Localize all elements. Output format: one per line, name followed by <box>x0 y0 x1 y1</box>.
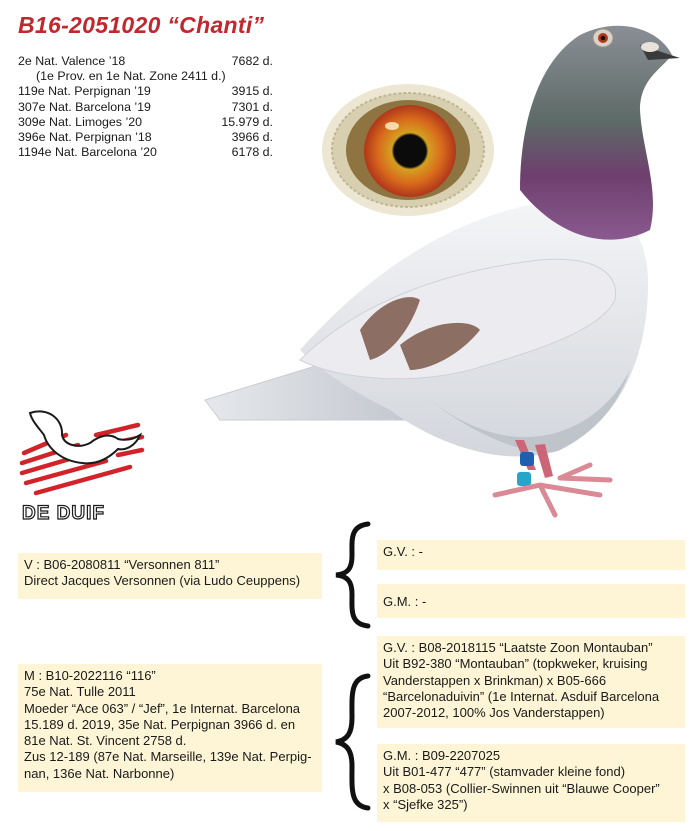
mother-gm-line-3: x B08-053 (Collier-Swinnen uit “Blauwe Cooper” <box>383 780 660 796</box>
mother-gm-line-4: x “Sjefke 325”) <box>383 796 468 812</box>
mother-gv-line-1: G.V. : B08-2018115 “Laatste Zoon Montauban” <box>383 640 653 655</box>
mother-gv-line-2: Uit B92-380 “Montauban” (topkweker, kruising <box>383 656 648 672</box>
father-line-2: Direct Jacques Versonnen (via Ludo Ceuppens) <box>24 573 301 589</box>
mother-line-3: Moeder “Ace 063” / “Jef”, 1e Internat. Barcelona <box>24 700 301 716</box>
eye-closeup <box>318 80 498 220</box>
result-count: 7301 d. <box>231 99 273 114</box>
mother-line-2: 75e Nat. Tulle 2011 <box>24 684 136 700</box>
result-count: 6178 d. <box>231 145 273 160</box>
result-count: 15.979 d. <box>221 114 273 129</box>
mother-gm-box <box>377 744 685 822</box>
result-count: 3966 d. <box>231 130 273 145</box>
result-race: 307e Nat. Barcelona ’19 <box>18 99 151 114</box>
mother-line-6: Zus 12-189 (87e Nat. Marseille, 139e Nat. Perpig- <box>24 749 312 765</box>
result-count: 7682 d. <box>231 54 273 68</box>
mother-box <box>18 664 322 792</box>
mother-line-5: 81e Nat. St. Vincent 2758 d. <box>24 733 187 749</box>
father-box <box>18 553 322 599</box>
result-race: 396e Nat. Perpignan ’18 <box>18 130 152 145</box>
mother-line-4: 15.189 d. 2019, 35e Nat. Perpignan 3966 d. en <box>24 716 296 732</box>
mother-line-7: nan, 136e Nat. Narbonne) <box>24 765 175 781</box>
father-gv-box <box>377 540 685 570</box>
result-race: 309e Nat. Limoges ’20 <box>18 114 142 129</box>
father-line-1: V : B06-2080811 “Versonnen 811” <box>24 557 220 572</box>
result-race: 2e Nat. Valence ’18 <box>18 54 126 68</box>
father-brace <box>330 520 374 630</box>
mother-gm-line-1: G.M. : B09-2207025 <box>383 748 501 763</box>
logo-text: DE DUIF <box>22 503 105 524</box>
mother-gm-line-2: Uit B01-477 “477” (stamvader kleine fond) <box>383 764 626 780</box>
de-duif-logo <box>18 405 146 500</box>
result-race: 1194e Nat. Barcelona ’20 <box>18 145 157 160</box>
result-count: 3915 d. <box>231 84 273 99</box>
mother-gv-line-5: 2007-2012, 100% Jos Vanderstappen) <box>383 705 605 721</box>
result-race: 119e Nat. Perpignan ’19 <box>18 84 151 99</box>
mother-gv-line-4: “Barcelonaduivin” (1e Internat. Asduif Barcelona <box>383 688 660 704</box>
mother-line-1: M : B10-2022116 “116” <box>24 668 156 683</box>
mother-gv-line-3: Vanderstappen x Brinkman) x B05-666 <box>383 672 607 688</box>
father-gm-line-1: G.M. : - <box>383 594 427 609</box>
mother-gv-box <box>377 636 685 728</box>
pigeon-title: B16-2051020 “Chanti” <box>18 12 265 38</box>
father-gm-box <box>377 584 685 618</box>
mother-brace <box>330 672 374 812</box>
result-race: (1e Prov. en 1e Nat. Zone 2411 d.) <box>36 69 226 84</box>
father-gv-line-1: G.V. : - <box>383 544 423 559</box>
